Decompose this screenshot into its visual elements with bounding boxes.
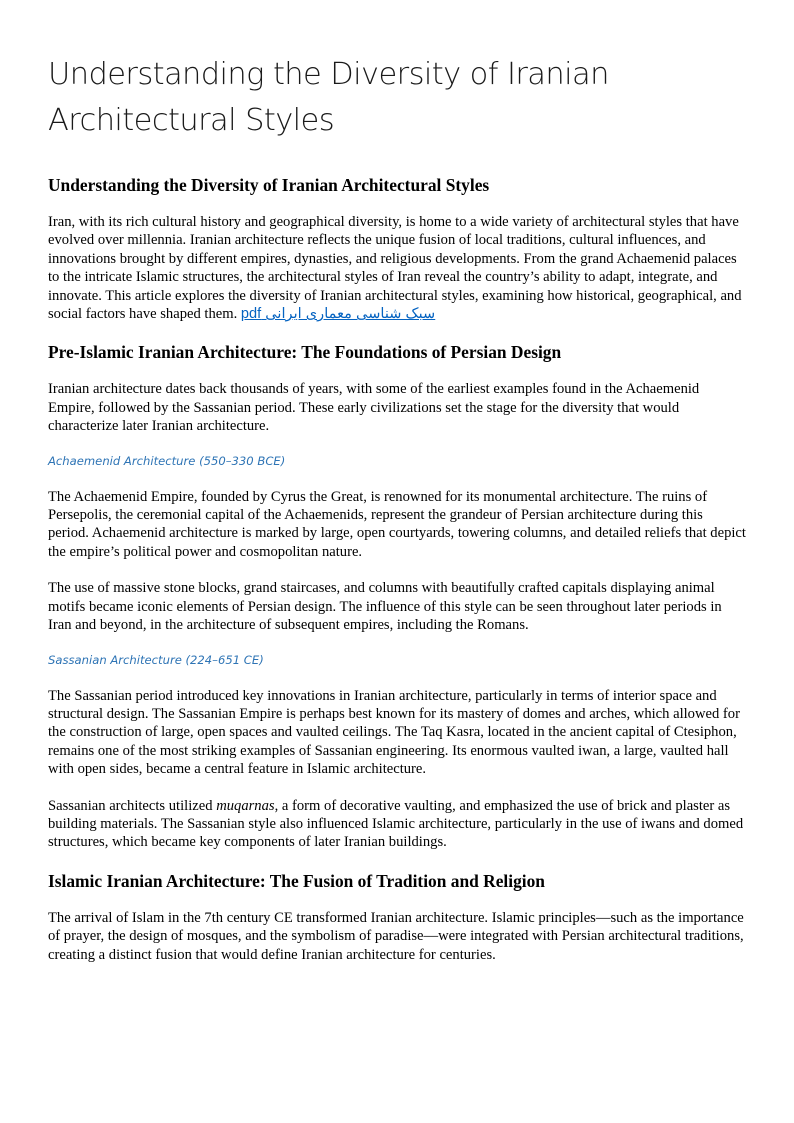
document-body — [48, 174, 746, 964]
sassanian-paragraph-1: The Sassanian period introduced key innovations in Iranian architecture, particularly in terms of interior space and structural design. The Sassanian Empire is perhaps best known for its mastery of domes and arches, which allowed for the construction of large, open spaces and vaulted ceilings. The Taq Kasra, located in the ancient capital of Ctesiphon, remains one of the most striking examples of Sassanian engineering. Its enormous vaulted iwan, a large, vaulted hall with open sides, became a central feature in Islamic architecture. — [48, 687, 740, 778]
achaemenid-paragraph-2: The use of massive stone blocks, grand staircases, and columns with beautifully crafted capitals displaying animal motifs became iconic elements of Persian design. The influence of this style can be seen throughout later periods in Iran and beyond, in the architecture of subsequent empires, including the Romans. — [48, 580, 722, 634]
achaemenid-paragraph-1: The Achaemenid Empire, founded by Cyrus the Great, is renowned for its monumental architecture. The ruins of Persepolis, the ceremonial capital of the Achaemenids, represent the grandeur of Persian architecture during this period. Achaemenid architecture is marked by large, open courtyards, towering columns, and detailed reliefs that depict the empire’s political power and cosmopolitan nature. — [48, 488, 746, 560]
sassanian-paragraph-2-start: Sassanian architects utilized — [48, 797, 217, 814]
muqarnas-term: muqarnas — [216, 797, 275, 814]
islamic-heading: Islamic Iranian Architecture: The Fusion of Tradition and Religion — [48, 870, 545, 891]
persian-architecture-pdf-link[interactable]: سبک شناسی معماری ایرانی pdf — [240, 306, 436, 323]
document-title: Understanding the Diversity of Iranian Architectural Styles — [48, 57, 609, 138]
intro-heading: Understanding the Diversity of Iranian Architectural Styles — [48, 175, 490, 195]
pre-islamic-heading: Pre-Islamic Iranian Architecture: The Foundations of Persian Design — [48, 342, 562, 363]
sassanian-paragraph-2-end: , a form of decorative vaulting, and emphasized the use of brick and plaster as building materials. The Sassanian style also influenced Islamic architecture, particularly in the use of iwans and domed structures, which became key components of later Iranian buildings. — [48, 797, 744, 851]
pre-islamic-paragraph: Iranian architecture dates back thousands of years, with some of the earliest examples found in the Achaemenid Empire, followed by the Sassanian period. These early civilizations set the stage for the diversity that would characterize later Iranian architecture. — [48, 381, 700, 435]
islamic-paragraph: The arrival of Islam in the 7th century CE transformed Iranian architecture. Islamic principles—such as the importance of prayer, the design of mosques, and the symbolism of paradise—were integrated with Persian architectural traditions, creating a distinct fusion that would define Iranian architecture for centuries. — [48, 909, 744, 963]
intro-paragraph — [48, 213, 746, 323]
sassanian-subheading: Sassanian Architecture (224–651 CE) — [48, 652, 264, 667]
intro-paragraph-text: Iran, with its rich cultural history and geographical diversity, is home to a wide variety of architectural styles that have evolved over millennia. Iranian architecture reflects the unique fusion of local traditions, cultural influences, and innovations brought by different empires, dynasties, and religious developments. From the grand Achaemenid palaces to the intricate Islamic structures, the architectural styles of Iran reveal the country’s ability to adapt, integrate, and innovate. This article explores the diversity of Iranian architectural styles, examining how historical, geographical, and social factors have shaped them. — [48, 214, 742, 323]
achaemenid-subheading: Achaemenid Architecture (550–330 BCE) — [48, 453, 286, 468]
sassanian-paragraph-2 — [48, 797, 746, 852]
